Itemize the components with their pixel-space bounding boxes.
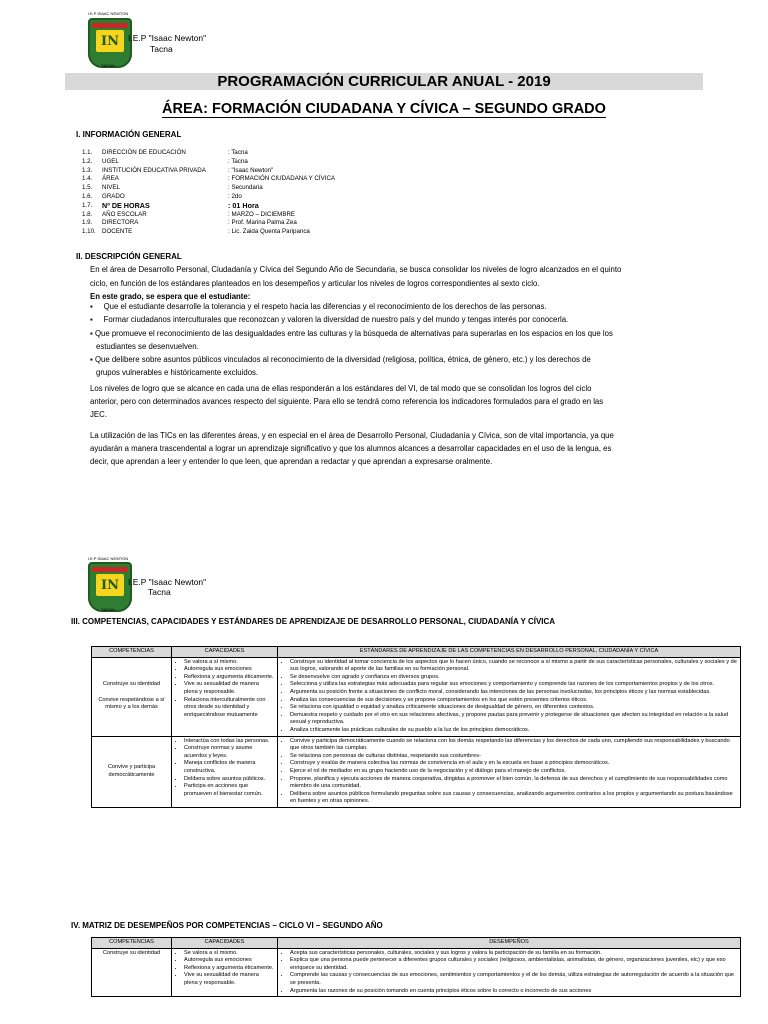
col-header-competencias: COMPETENCIAS (92, 647, 172, 658)
estandar-item: • Analiza críticamente las prácticas culturales de su pueblo a la luz de los principios democráticos. (290, 727, 737, 735)
description-paragraph-1 (90, 263, 730, 304)
competencia-name: Convive y participa democráticamente (107, 764, 156, 778)
info-label: DIRECCIÓN DE EDUCACIÓN (102, 149, 186, 156)
capacidad-item: • Vive su sexualidad de manera plena y responsable. (184, 681, 274, 696)
area-subtitle: ÁREA: FORMACIÓN CIUDADANA Y CÍVICA – SEGUNDO GRADO (162, 101, 606, 117)
estandar-item: • Propone, planifica y ejecuta acciones de manera cooperativa, dirigidas a promover el bien común, la defensa de sus derechos y el cumplimiento de sus responsabilidades como miembro de una comunidad. (290, 776, 737, 791)
info-label: Nº DE HORAS (102, 200, 150, 210)
info-row (82, 202, 382, 211)
logo-band (92, 567, 128, 572)
desempeno-item: • Argumenta las razones de su posición tomando en cuenta principios éticos sobre lo correcto o incorrecto de sus acciones (290, 988, 737, 996)
school-city: Tacna (148, 587, 171, 597)
info-number: 1.2. (82, 157, 93, 165)
capacidades-cell (172, 736, 278, 807)
standards-table (91, 646, 741, 808)
estandar-item: • Analiza las consecuencias de sus decisiones y se propone comportamientos en los que estén presentes criterios éticos. (290, 697, 737, 705)
table-row (92, 948, 741, 997)
estandar-item: • Selecciona y utiliza las estrategias más adecuadas para regular sus emociones y comportamiento y comprende las razones de los comportamientos propios y de los otros. (290, 681, 737, 689)
p3-line: La utilización de las TICs en las diferentes áreas, y en especial en el área de Desarrollo Personal, Ciudadanía y Cívica, son de vital importancia, ya que (90, 431, 614, 440)
estandares-cell (278, 736, 741, 807)
info-row (82, 175, 382, 184)
capacidad-item: • Se valora a sí mismo. (184, 950, 274, 958)
capacidades-cell (172, 948, 278, 997)
bullet-item-cont: estudiantes se desenvuelven. (96, 341, 199, 351)
section-1-title: I. INFORMACIÓN GENERAL (76, 130, 182, 139)
desempeno-item: • Comprende las causas y consecuencias de sus emociones, sentimientos y comportamientos y el de los demás, utiliza estrategias de autorregulación de acuerdo a la situación que se presenta. (290, 972, 737, 987)
competencia-cell (92, 948, 172, 997)
competencia-name: Construye su identidad (102, 681, 161, 688)
desempenos-cell (278, 948, 741, 997)
desempenos-table (91, 937, 741, 997)
table-row (92, 736, 741, 807)
col-header-capacidades: CAPACIDADES (172, 647, 278, 658)
estandar-item: • Construye y evalúa de manera colectiva las normas de convivencia en el aula y en la escuela en base a principios democráticos. (290, 760, 737, 768)
description-paragraph-3 (90, 430, 730, 468)
info-label: ÁREA (102, 175, 119, 183)
school-name: I.E.P "Isaac Newton" (128, 33, 207, 43)
competencia-name: Construye su identidad (102, 949, 161, 956)
info-row (82, 158, 382, 167)
p2-line: JEC. (90, 409, 107, 419)
p1-line: ciclo, en función de los estándares planteados en los desempeños y articular los niveles de logros correspondientes al sexto ciclo. (90, 278, 540, 288)
logo-top-text: I.E.P ISAAC NEWTON (87, 556, 129, 561)
info-number: 1.4. (82, 175, 93, 183)
estandar-item: • Se relaciona con igualdad o equidad y analiza críticamente situaciones de desigualdad de género, en diferentes contextos. (290, 704, 737, 712)
estandar-item: • Se relaciona con personas de culturas distintas, respetando sus costumbres- (290, 753, 737, 761)
estandares-cell (278, 657, 741, 736)
description-bullets (90, 300, 730, 380)
p3-line: decir, que aprendan a leer y entender lo que leen, que aprendan a redactar y que aprendan a expresarse oralmente. (90, 456, 493, 466)
p1-line: En el área de Desarrollo Personal, Ciudadanía y Cívica del Segundo Año de Secundaria, se busca consolidar los niveles de logro alcanzados en el quinto (90, 265, 622, 274)
estandar-item: • Convive y participa democráticamente cuando se relaciona con los demás respetando las diferencias y los derechos de cada uno, cumpliendo sus responsabilidades y buscando que otros también las cumplan. (290, 738, 737, 753)
info-number: 1.5. (82, 184, 93, 192)
info-label: DOCENTE (102, 228, 133, 236)
logo-mark: IN (96, 30, 124, 52)
info-number: 1.6. (82, 193, 93, 200)
info-label: AÑO ESCOLAR (102, 210, 147, 218)
info-value: : 01 Hora (228, 200, 259, 210)
estandar-item: • Delibera sobre asuntos públicos formulando preguntas sobre sus causas y consecuencias, analizando argumentos contrarios a los propios y argumentando su postura basándose en fuentes y en otras opiniones. (290, 791, 737, 806)
logo-bottom-text: TACNA (101, 63, 115, 68)
info-number: 1.9. (82, 219, 93, 227)
logo-top-text: I.E.P ISAAC NEWTON (87, 11, 129, 16)
description-paragraph-2 (90, 383, 730, 421)
competencia-cell (92, 657, 172, 736)
estandar-item: • Demuestra respeto y cuidado por el otro en sus relaciones afectivas, y propone pautas para prevenir y protegerse de situaciones que afecten su integridad en relación a la salud sexual y reproductiva. (290, 712, 737, 727)
table-row (92, 657, 741, 736)
capacidad-item: • Autorregula sus emociones (184, 666, 274, 674)
school-logo (88, 18, 132, 68)
info-value: : Tacna (228, 157, 248, 165)
info-row (82, 228, 382, 237)
capacidad-item: • Interactúa con todas las personas. (184, 738, 274, 746)
bullet-item: ▪ Que promueve el reconocimiento de las desigualdades entre las culturas y la búsqueda de alternativas para superarlas en los espacios en los que los (90, 328, 613, 338)
col-header-capacidades: CAPACIDADES (172, 938, 278, 949)
school-city: Tacna (150, 44, 173, 54)
estandar-item: • Argumenta su posición frente a situaciones de conflicto moral, considerando las intenciones de las personas involucradas, los principios éticos y las normas establecidas. (290, 689, 737, 697)
info-value: : FORMACIÓN CIUDADANA Y CÍVICA (228, 175, 336, 183)
info-value: : Tacna (228, 149, 248, 156)
info-value: : MARZO – DICIEMBRE (228, 210, 296, 218)
desempeno-item: • Acepta sus características personales, culturales, sociales y sus logros y valora la participación de su familia en su formación. (290, 950, 737, 958)
bullet-item: ▪ Que el estudiante desarrolle la tolerancia y el respeto hacia las diferencias y el reconocimiento de los derechos de las personas. (90, 302, 547, 311)
logo-mark: IN (96, 574, 124, 596)
capacidad-item: • Maneja conflictos de manera constructiva. (184, 760, 274, 775)
capacidad-item: • Reflexiona y argumenta éticamente. (184, 965, 274, 973)
competencia-cell (92, 736, 172, 807)
capacidad-item: • Vive su sexualidad de manera plena y responsable. (184, 972, 274, 987)
logo-band (92, 23, 128, 28)
info-value: : Secundaria (228, 184, 263, 192)
info-value: : Prof. Marina Palma Zea (228, 219, 297, 227)
desempeno-item: • Explica que una persona puede pertenecer a diferentes grupos culturales y sociales (religiosos, ambientalistas, animalistas, de género, organizaciones juveniles, etc) y que eso enriquece su identidad. (290, 957, 737, 972)
bullet-item-cont: grupos vulnerables e históricamente excluidos. (96, 368, 259, 378)
info-row (82, 149, 382, 158)
info-number: 1.10. (82, 228, 96, 236)
info-label: INSTITUCIÓN EDUCATIVA PRIVADA (102, 166, 206, 174)
info-value: : Lic. Zaida Quenta Paripanca (228, 228, 310, 236)
logo-bottom-text: TACNA (101, 607, 115, 612)
info-row (82, 211, 382, 220)
info-number: 1.3. (82, 166, 93, 174)
capacidad-item: • Construye normas y asume acuerdos y leyes. (184, 745, 274, 760)
capacidad-item: • Relaciona interculturalmente con otros desde su identidad y enriqueciéndose mutuamente (184, 697, 274, 720)
capacidad-item: • Participa en acciones que promueven el bienestar común. (184, 783, 274, 798)
school-name: I.E.P "Isaac Newton" (128, 577, 207, 587)
info-label: GRADO (102, 193, 125, 200)
section-3-title: III. COMPETENCIAS, CAPACIDADES Y ESTÁNDARES DE APRENDIZAJE DE DESARROLLO PERSONAL, CIUDADANÍA Y CÍVICA (71, 617, 556, 626)
section-4-title: IV. MATRIZ DE DESEMPEÑOS POR COMPETENCIAS – CICLO VI – SEGUNDO AÑO (71, 921, 383, 930)
info-number: 1.7. (82, 201, 93, 209)
info-number: 1.8. (82, 210, 93, 218)
capacidad-item: • Delibera sobre asuntos públicos. (184, 776, 274, 784)
page-title: PROGRAMACIÓN CURRICULAR ANUAL - 2019 (65, 73, 703, 90)
capacidad-item: • Autorregula sus emociones (184, 957, 274, 965)
competencia-name: Convive respetándose a sí mismo y a los demás (98, 696, 165, 711)
info-row (82, 219, 382, 228)
bullet-item: ▪ Formar ciudadanos interculturales que reconozcan y valoren la diversidad de nuestro país y del mundo y tengas interés por conocerla. (90, 315, 569, 325)
info-row (82, 167, 382, 176)
estandar-item: • Construye su identidad al tomar conciencia de los aspectos que lo hacen único, cuando se reconoce a sí mismo a partir de sus características personales, culturales y sociales y de sus logros, valorando el aporte de las familias en su formación personal. (290, 659, 737, 674)
p1-line: En este grado, se espera que el estudiante: (90, 292, 251, 301)
info-row (82, 184, 382, 193)
estandar-item: • Se desenvuelve con agrado y confianza en diversos grupos. (290, 674, 737, 682)
info-value: : 2do (228, 193, 242, 200)
info-label: NIVEL (102, 184, 120, 192)
capacidad-item: • Se valora a sí mismo. (184, 659, 274, 667)
p2-line: anterior, pero con determinados avances respecto del siguiente. Para ello se tendrá como referencia los indicadores formulados para el grado en las (90, 396, 604, 406)
info-value: : "Isaac Newton" (228, 166, 274, 174)
col-header-competencias: COMPETENCIAS (92, 938, 172, 949)
capacidad-item: • Reflexiona y argumenta éticamente. (184, 674, 274, 682)
col-header-estandares: ESTÁNDARES DE APRENDIZAJE DE LAS COMPETENCIAS EN DESARROLLO PERSONAL, CIUDADANÍA Y CÍVICA (278, 647, 741, 658)
info-number: 1.1. (82, 149, 93, 156)
col-header-desempenos: DESEMPEÑOS (278, 938, 741, 949)
info-label: UGEL (102, 157, 119, 165)
p3-line: ayudarán a manera trascendental a lograr un aprendizaje significativo y que los alumnos alcances a desarrollar capacidades en el uso de la lengua, es (90, 443, 612, 453)
bullet-item: ▪ Que delibere sobre asuntos públicos vinculados al reconocimiento de la diversidad (religiosa, política, étnica, de género, etc.) y los derechos de (90, 355, 591, 365)
info-label: DIRECTORA (102, 219, 139, 227)
p2-line: Los niveles de logro que se alcance en cada una de ellas responderán a los estándares del VI, de tal modo que se consolidan los logros del ciclo (90, 384, 592, 393)
section-2-title: II. DESCRIPCIÓN GENERAL (76, 252, 182, 261)
estandar-item: • Ejerce el rol de mediador en su grupo haciendo uso de la negociación y el diálogo para el manejo de conflictos. (290, 768, 737, 776)
school-logo (88, 562, 132, 612)
capacidades-cell (172, 657, 278, 736)
